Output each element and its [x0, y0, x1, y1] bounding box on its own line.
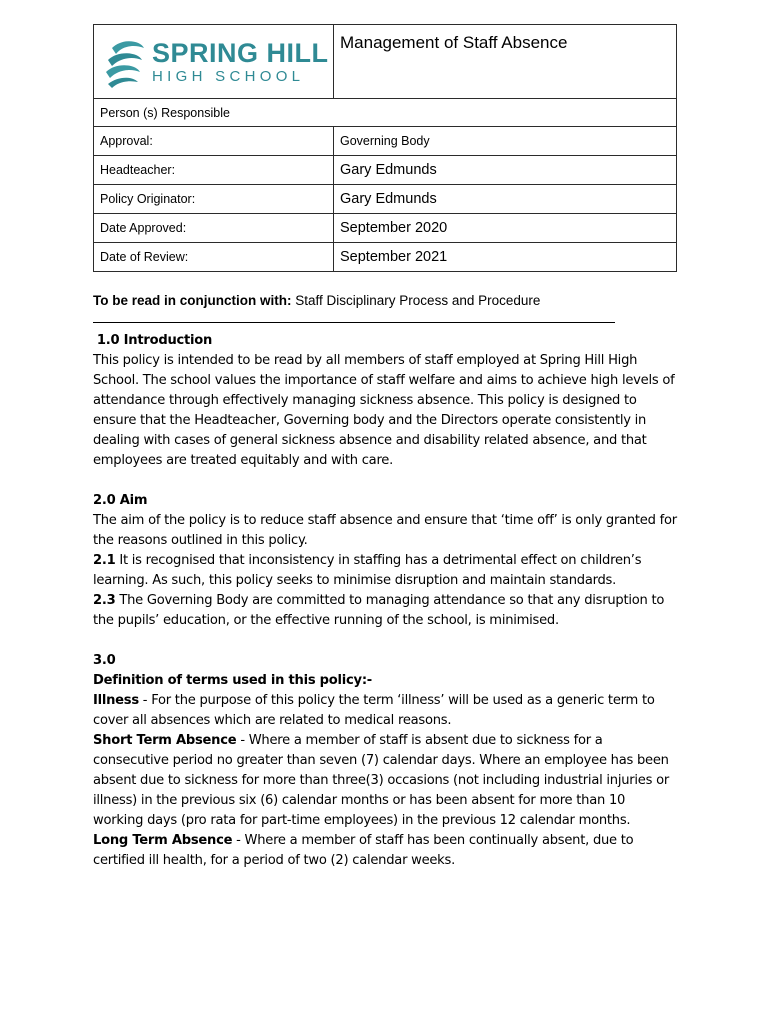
logo-name: SPRING HILL: [152, 37, 329, 68]
policy-originator-value: Gary Edmunds: [334, 185, 677, 214]
aim-heading: 2.0 Aim: [93, 493, 148, 508]
definition-long-term-absence: Long Term Absence - Where a member of staff has been continually absent, due to certified ill health, for a period of two (2) calendar weeks.: [93, 833, 634, 868]
aim-point-2-1: 2.1 It is recognised that inconsistency in staffing has a detrimental effect on children’s learning. As such, this policy seeks to minimise disruption and maintain standards.: [93, 553, 642, 588]
headteacher-label: Headteacher:: [94, 156, 334, 185]
persons-responsible-label: Person (s) Responsible: [94, 99, 677, 127]
policy-header-table: [93, 24, 677, 272]
date-approved-value: September 2020: [334, 214, 677, 243]
policy-originator-label: Policy Originator:: [94, 185, 334, 214]
definition-illness: Illness - For the purpose of this policy the term ‘illness’ will be used as a generic term to cover all absences which are related to medical reasons.: [93, 693, 655, 728]
read-in-conjunction: [93, 293, 540, 308]
logo-cell: [94, 25, 334, 99]
intro-heading: 1.0 Introduction: [96, 333, 213, 348]
divider: [93, 322, 615, 323]
policy-title: Management of Staff Absence: [334, 25, 677, 99]
date-approved-label: Date Approved:: [94, 214, 334, 243]
definition-short-term-absence: Short Term Absence - Where a member of staff is absent due to sickness for a consecutive period no greater than seven (7) calendar days. Where an employee has been absent due to sickness for more than three(3) occasions (not including industrial injuries or illness) in the previous six (6) calendar months or has been absent for more than 10 working days (pro rata for part-time employees) in the previous 12 calendar months.: [93, 733, 669, 828]
aim-paragraph: The aim of the policy is to reduce staff absence and ensure that ‘time off’ is only granted for the reasons outlined in this policy.: [93, 513, 677, 548]
conjunction-value: Staff Disciplinary Process and Procedure: [295, 293, 541, 308]
approval-label: Approval:: [94, 127, 334, 156]
date-of-review-label: Date of Review:: [94, 243, 334, 272]
logo-subtitle: HIGH SCHOOL: [152, 67, 305, 85]
swoosh-logo-icon: [104, 36, 146, 88]
intro-paragraph: This policy is intended to be read by all members of staff employed at Spring Hill High School. The school values the importance of staff welfare and aims to achieve high levels of attendance through effectively managing sickness absence. This policy is designed to ensure that the Headteacher, Governing body and the Directors operate consistently in dealing with cases of general sickness absence and disability related absence, and that employees are treated equitably and with care.: [93, 353, 675, 468]
school-logo: [94, 36, 333, 88]
policy-body: [93, 331, 678, 871]
conjunction-label: To be read in conjunction with:: [93, 293, 292, 308]
date-of-review-value: September 2021: [334, 243, 677, 272]
aim-point-2-3: 2.3 The Governing Body are committed to managing attendance so that any disruption to the pupils’ education, or the effective running of the school, is minimised.: [93, 593, 665, 628]
approval-value: Governing Body: [334, 127, 677, 156]
definitions-heading: Definition of terms used in this policy:-: [93, 673, 372, 688]
definitions-number: 3.0: [93, 653, 116, 668]
headteacher-value: Gary Edmunds: [334, 156, 677, 185]
